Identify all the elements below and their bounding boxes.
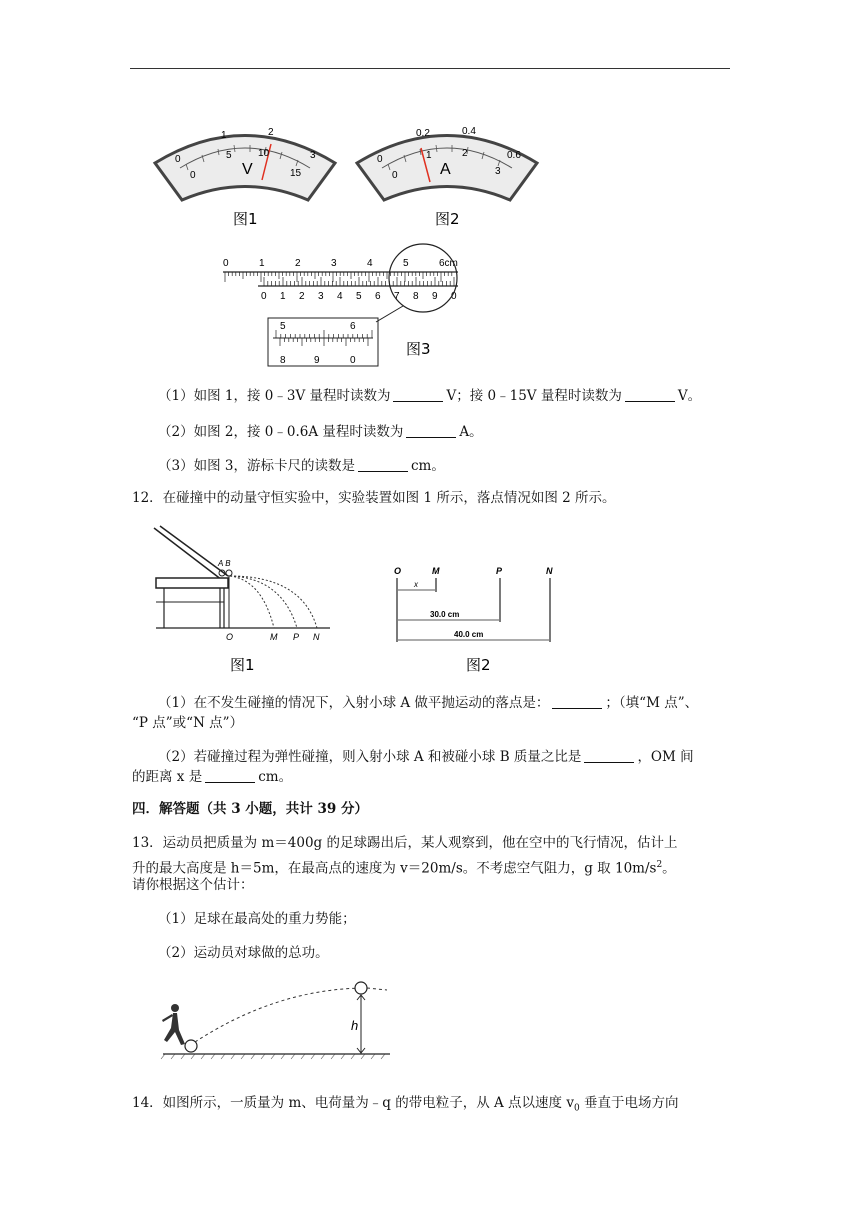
caliper-vernier-1: 1: [280, 291, 286, 302]
landing-op-label: 30.0 cm: [430, 610, 460, 619]
ammeter-top-0: 0: [377, 154, 383, 165]
voltmeter-top-1: 1: [221, 130, 227, 141]
landing-caption: 图2: [466, 656, 491, 674]
q11-part-3: （3）如图 3，游标卡尺的读数是 cm。: [158, 458, 445, 474]
football-figure: [155, 978, 395, 1062]
caliper-inset-bottom-2: 0: [350, 355, 356, 366]
landing-on-label: 40.0 cm: [454, 630, 484, 639]
q12-part-2-line-1: （2）若碰撞过程为弹性碰撞，则入射小球 A 和被碰小球 B 质量之比是 ，OM 间: [158, 749, 694, 765]
ammeter-bottom-3: 3: [495, 166, 501, 177]
q12-part-1-line-2: “P 点”或“N 点”）: [132, 715, 244, 731]
q11-blank-4: [358, 457, 408, 472]
caliper-vernier-5: 5: [356, 291, 362, 302]
ammeter-top-2: 0.4: [462, 126, 476, 137]
caliper-vernier-6: 6: [375, 291, 381, 302]
caliper-vernier-7: 7: [394, 291, 400, 302]
caliper-caption: 图3: [406, 340, 431, 358]
q13-line-1: 13．运动员把质量为 m＝400g 的足球踢出后，某人观察到，他在空中的飞行情况，估计上: [132, 835, 678, 851]
height-label: h: [351, 1018, 359, 1033]
setup-label-p: P: [293, 632, 300, 642]
q11-blank-3: [406, 423, 456, 438]
caliper-inset-bottom-1: 9: [314, 355, 320, 366]
setup-label-n: N: [313, 632, 320, 642]
caliper-vernier-0: 0: [261, 291, 267, 302]
voltmeter-top-0: 0: [175, 154, 181, 165]
ammeter-caption: 图2: [435, 210, 460, 228]
ammeter-figure: [352, 118, 542, 230]
caliper-main-3: 3: [331, 258, 337, 269]
caliper-main-6: 6cm: [439, 258, 458, 269]
caliper-main-5: 5: [403, 258, 409, 269]
landing-label-n: N: [546, 566, 553, 576]
q11-part-1: （1）如图 1，接 0﹣3V 量程时读数为 V；接 0﹣15V 量程时读数为 V。: [158, 388, 702, 404]
voltmeter-top-3: 3: [310, 150, 316, 161]
voltmeter-bottom-1: 5: [226, 150, 232, 161]
q13-part-1: （1）足球在最高处的重力势能；: [158, 911, 356, 927]
voltmeter-bottom-2: 10: [258, 148, 270, 159]
q13-line-3: 请你根据这个估计：: [132, 877, 254, 893]
header-rule: [130, 68, 730, 69]
caliper-inset-bottom-0: 8: [280, 355, 286, 366]
section-4-heading: 四．解答题（共 3 小题，共计 39 分）: [132, 801, 368, 817]
ammeter-bottom-0: 0: [392, 170, 398, 181]
voltmeter-figure: [150, 118, 340, 230]
caliper-inset-top-1: 6: [350, 321, 356, 332]
ammeter-bottom-2: 2: [462, 148, 468, 159]
setup-label-o: O: [226, 632, 234, 642]
voltmeter-caption: 图1: [233, 210, 258, 228]
setup-label-m: M: [270, 632, 278, 642]
ammeter-top-3: 0.6: [507, 150, 521, 161]
caliper-vernier-9: 9: [432, 291, 438, 302]
caliper-vernier-4: 4: [337, 291, 343, 302]
landing-points-figure: [388, 560, 568, 676]
collision-setup-figure: [152, 524, 332, 676]
voltmeter-bottom-3: 15: [290, 168, 302, 179]
landing-x-label: x: [414, 580, 418, 589]
ammeter-bottom-1: 1: [426, 150, 432, 161]
landing-label-o: O: [394, 566, 402, 576]
caliper-inset-top-0: 5: [280, 321, 286, 332]
caliper-main-2: 2: [295, 258, 301, 269]
caliper-vernier-2: 2: [299, 291, 305, 302]
q12-part-1-line-1: （1）在不发生碰撞的情况下，入射小球 A 做平抛运动的落点是： ；（填“M 点”、: [158, 695, 699, 711]
q14-line-1: 14．如图所示，一质量为 m、电荷量为﹣q 的带电粒子，从 A 点以速度 $v_0$ 垂直于电场方向: [132, 1095, 679, 1114]
landing-label-m: M: [432, 566, 440, 576]
caliper-main-4: 4: [367, 258, 373, 269]
voltmeter-bottom-0: 0: [190, 170, 196, 181]
q12-part-2-line-2: 的距离 x 是 cm。: [132, 769, 293, 785]
caliper-vernier-10: 0: [451, 291, 457, 302]
q13-line-2: 升的最大高度是 h＝5m，在最高点的速度为 v＝20m/s。不考虑空气阻力，g 取 $10m/s^2$。: [132, 860, 676, 877]
caliper-main-1: 1: [259, 258, 265, 269]
q11-blank-2: [625, 387, 675, 402]
player-icon: [162, 1004, 185, 1045]
caliper-vernier-8: 8: [413, 291, 419, 302]
q12-stem: 12．在碰撞中的动量守恒实验中，实验装置如图 1 所示，落点情况如图 2 所示。: [132, 490, 616, 506]
caliper-vernier-3: 3: [318, 291, 324, 302]
voltmeter-unit: V: [242, 161, 253, 178]
q11-blank-1: [393, 387, 443, 402]
q11-part-2: （2）如图 2，接 0﹣0.6A 量程时读数为 A。: [158, 424, 483, 440]
voltmeter-top-2: 2: [268, 127, 274, 138]
caliper-figure: [218, 242, 478, 370]
q13-part-2: （2）运动员对球做的总功。: [158, 945, 329, 961]
setup-ball-labels: A B: [218, 559, 231, 568]
landing-label-p: P: [496, 566, 503, 576]
ball-top-icon: [355, 982, 367, 994]
q12-blank-1: [552, 694, 602, 709]
q12-blank-2: [584, 748, 634, 763]
caliper-main-0: 0: [223, 258, 229, 269]
ammeter-top-1: 0.2: [416, 128, 430, 139]
setup-caption: 图1: [230, 656, 255, 674]
q12-blank-3: [205, 768, 255, 783]
ammeter-unit: A: [440, 161, 451, 178]
